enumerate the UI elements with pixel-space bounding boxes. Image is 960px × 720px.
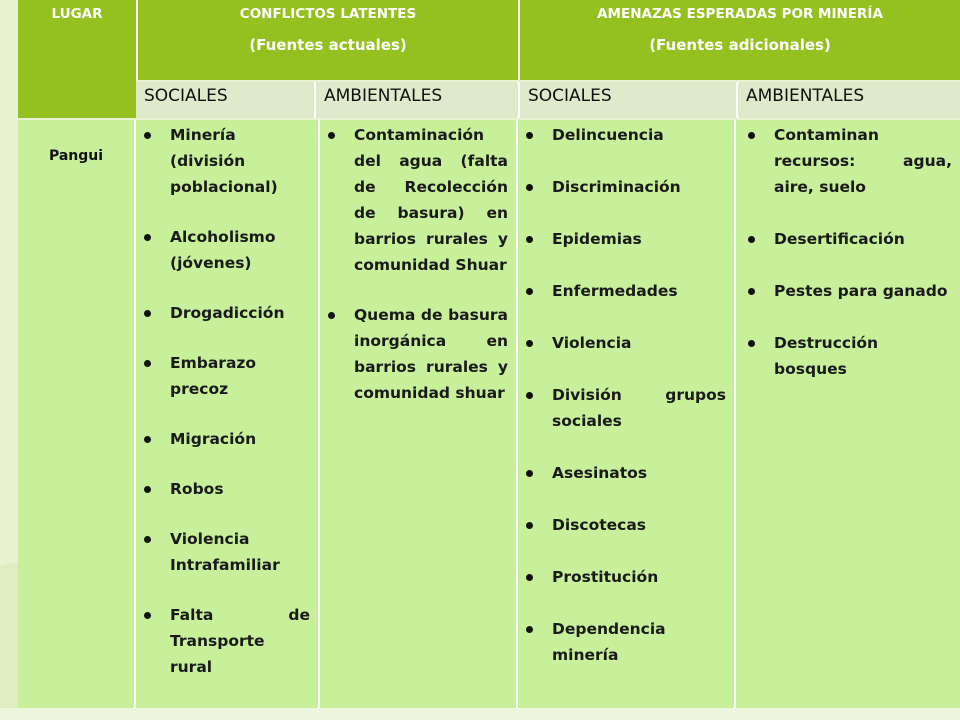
list-item-text: Desertificación [774, 230, 905, 248]
header-conflictos [136, 0, 518, 80]
bullet-icon [144, 360, 151, 367]
bullet-icon [144, 132, 151, 139]
list-item [518, 330, 726, 356]
list-item-text: Migración [170, 430, 257, 448]
cell-conflictos-ambientales [320, 120, 518, 708]
bullet-icon [526, 470, 533, 477]
list-item [736, 278, 952, 304]
list-item [736, 226, 952, 252]
header-amenazas [518, 0, 960, 80]
list-item-text: Quema de basura inorgánica en barrios rurales y comunidad shuar [354, 306, 508, 402]
list-item [136, 426, 310, 452]
list-item-text: Epidemias [552, 230, 642, 248]
list-item-text: Contaminan recursos: agua, aire, suelo [774, 126, 952, 196]
list-conflictos-ambientales [320, 122, 508, 406]
bullet-icon [144, 612, 151, 619]
list-item [136, 526, 310, 578]
subheader-amenazas-sociales: SOCIALES [520, 82, 738, 118]
bullet-icon [526, 340, 533, 347]
list-item-text: Embarazo precoz [170, 354, 257, 398]
bullet-icon [526, 236, 533, 243]
list-item-text: Violencia Intrafamiliar [170, 530, 280, 574]
list-item-text: Discotecas [552, 516, 647, 534]
subheader-amenazas-ambientales: AMBIENTALES [738, 82, 960, 118]
cell-conflictos-sociales [136, 120, 320, 708]
list-item [736, 122, 952, 200]
bullet-icon [144, 486, 151, 493]
list-item [136, 300, 310, 326]
bullet-icon [526, 626, 533, 633]
list-item [518, 226, 726, 252]
list-item-text: Violencia [552, 334, 632, 352]
list-item [518, 382, 726, 434]
list-item-text: Minería (división poblacional) [170, 126, 278, 196]
bullet-icon [526, 392, 533, 399]
list-item-text: Dependencia minería [552, 620, 666, 664]
bullet-icon [144, 234, 151, 241]
bullet-icon [526, 184, 533, 191]
list-item [136, 350, 310, 402]
bullet-icon [526, 574, 533, 581]
list-item-text: Prostitución [552, 568, 659, 586]
bullet-icon [748, 132, 755, 139]
list-item-text: Drogadicción [170, 304, 285, 322]
list-item [518, 564, 726, 590]
header-amenazas-sub: (Fuentes adicionales) [649, 36, 831, 54]
list-item [136, 602, 310, 680]
header-lugar [18, 0, 136, 118]
bullet-icon [144, 310, 151, 317]
list-item-text: Alcoholismo (jóvenes) [170, 228, 276, 272]
list-item-text: Asesinatos [552, 464, 648, 482]
list-item [320, 122, 508, 278]
list-amenazas-sociales [518, 122, 726, 668]
list-conflictos-sociales [136, 122, 310, 680]
list-item [518, 616, 726, 668]
bullet-icon [144, 436, 151, 443]
bullet-icon [328, 132, 335, 139]
bullet-icon [748, 340, 755, 347]
list-item-text: Pestes para ganado [774, 282, 948, 300]
list-item-text: División grupos sociales [552, 386, 726, 430]
header-conflictos-sub: (Fuentes actuales) [249, 36, 407, 54]
list-item [518, 460, 726, 486]
header-conflictos-title: CONFLICTOS LATENTES [239, 6, 417, 22]
list-item [518, 278, 726, 304]
header-lugar-label: LUGAR [51, 6, 103, 22]
bullet-icon [328, 312, 335, 319]
list-item [518, 122, 726, 148]
subheader-conflictos-sociales: SOCIALES [136, 82, 316, 118]
lugar-value: Pangui [48, 148, 104, 164]
list-item-text: Discriminación [552, 178, 681, 196]
header-amenazas-title: AMENAZAS ESPERADAS POR MINERÍA [597, 6, 883, 22]
list-item [136, 122, 310, 200]
list-amenazas-ambientales [736, 122, 952, 382]
list-item [320, 302, 508, 406]
cell-lugar [18, 120, 136, 708]
bullet-icon [526, 522, 533, 529]
bullet-icon [526, 132, 533, 139]
list-item-text: Robos [170, 480, 224, 498]
cell-amenazas-sociales [518, 120, 736, 708]
subheader-conflictos-ambientales: AMBIENTALES [316, 82, 520, 118]
slide-bottom-strip [0, 708, 960, 720]
bullet-icon [748, 288, 755, 295]
list-item [136, 224, 310, 276]
list-item-text: Delincuencia [552, 126, 664, 144]
list-item [136, 476, 310, 502]
list-item [518, 174, 726, 200]
bullet-icon [526, 288, 533, 295]
bullet-icon [748, 236, 755, 243]
list-item-text: Falta de Transporte rural [170, 606, 310, 676]
list-item [736, 330, 952, 382]
bullet-icon [144, 536, 151, 543]
list-item-text: Enfermedades [552, 282, 678, 300]
list-item-text: Contaminación del agua (falta de Recolección de basura) en barrios rurales y comunidad Shuar [354, 126, 508, 274]
list-item [518, 512, 726, 538]
cell-amenazas-ambientales [736, 120, 960, 708]
list-item-text: Destrucción bosques [774, 334, 879, 378]
